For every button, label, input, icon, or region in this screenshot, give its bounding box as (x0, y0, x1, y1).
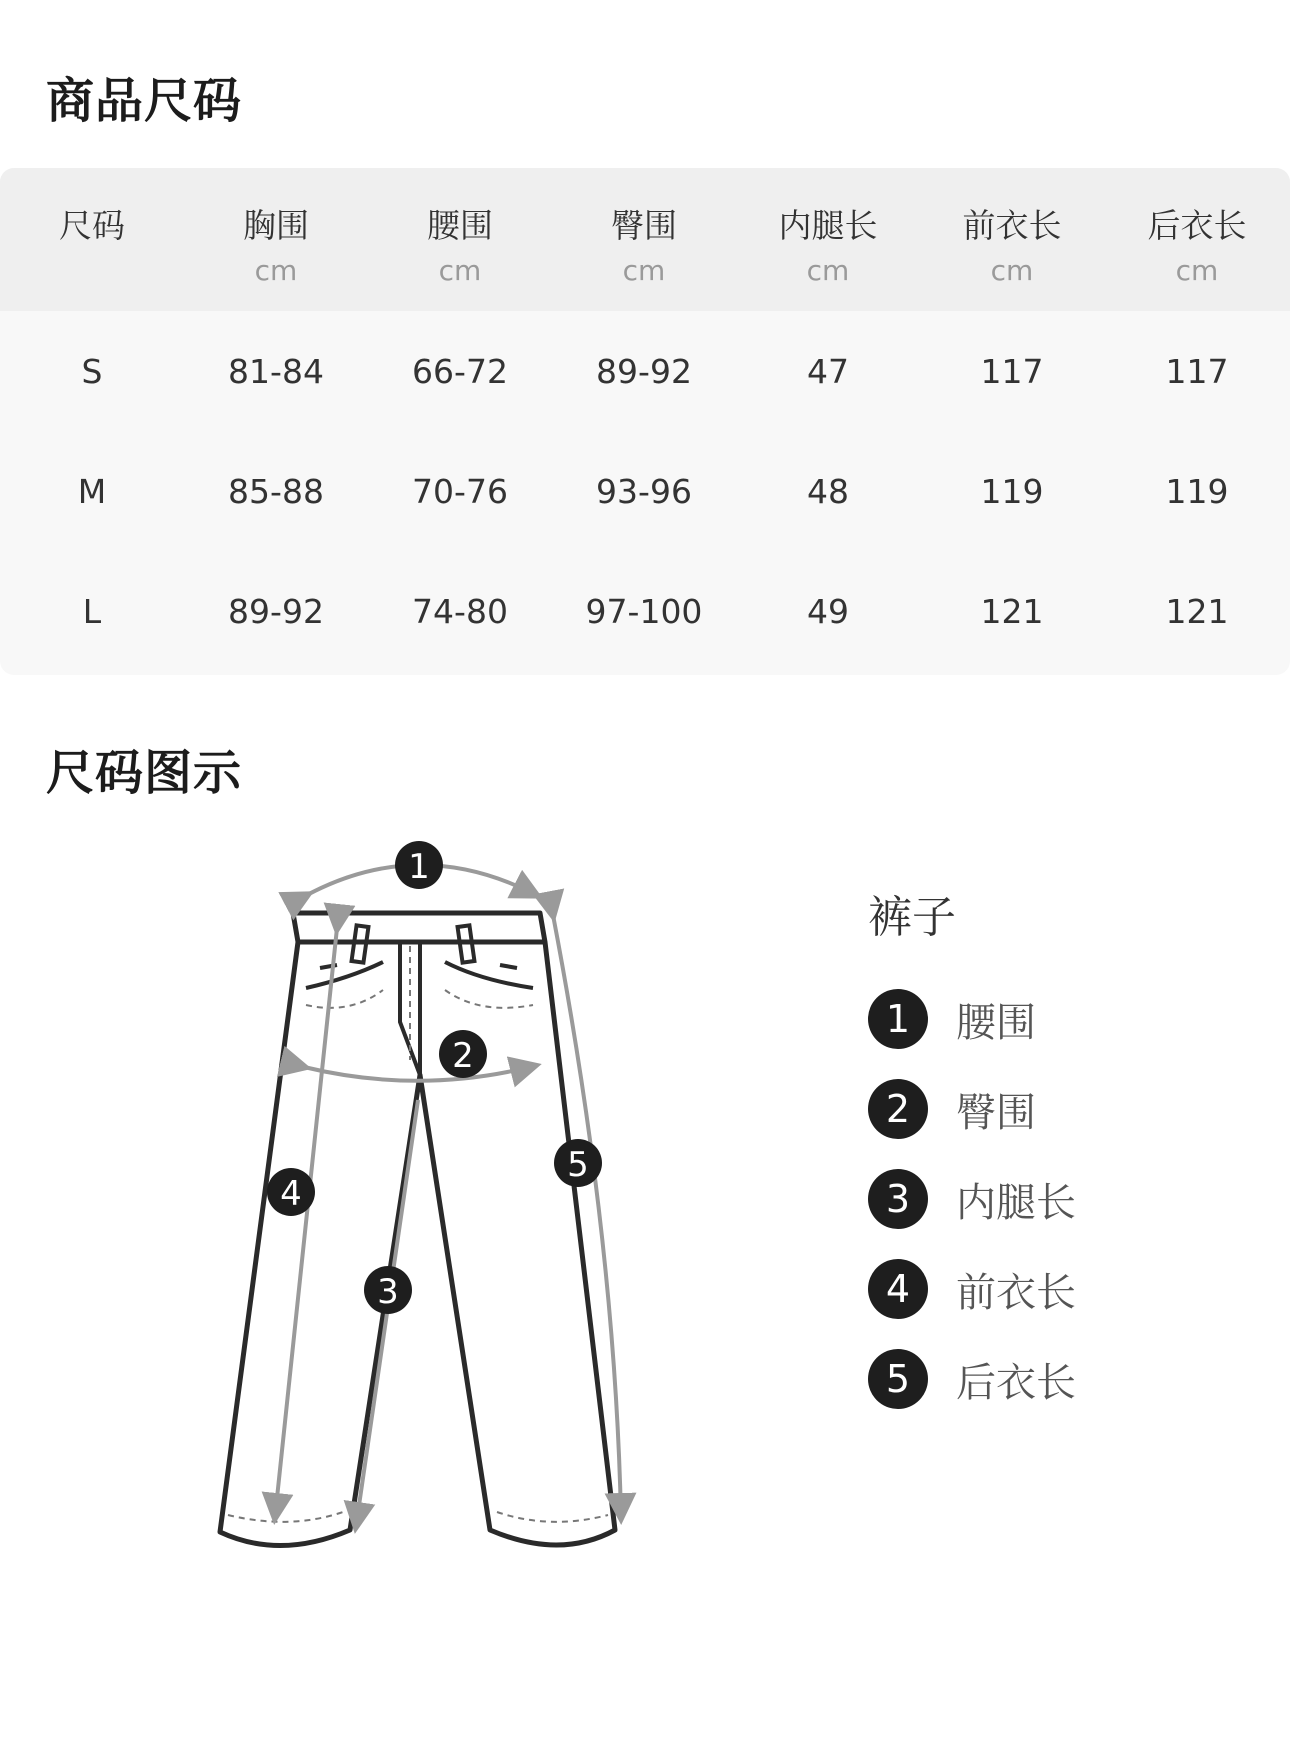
header-label: 后衣长 (1147, 206, 1247, 245)
svg-text:5: 5 (567, 1145, 589, 1185)
header-cell-chest (184, 168, 368, 311)
pants-outline (220, 913, 615, 1546)
table-cell: 93-96 (596, 471, 692, 511)
number-badge-icon: 5 (868, 1349, 928, 1409)
header-unit: cm (990, 254, 1034, 287)
header-label: 前衣长 (962, 206, 1062, 245)
pants-illustration (190, 820, 690, 1560)
diagram-marker-4 (267, 1168, 315, 1216)
table-cell: 119 (980, 471, 1044, 511)
header-cell-front-length (920, 168, 1104, 311)
table-cell: 49 (807, 591, 849, 631)
legend-item-front-length (868, 1244, 1076, 1334)
table-cell: 119 (1165, 471, 1229, 511)
table-cell: 81-84 (228, 351, 324, 391)
number-badge-icon: 1 (868, 989, 928, 1049)
svg-text:1: 1 (408, 847, 430, 887)
header-label: 腰围 (427, 206, 493, 245)
diagram-legend (868, 890, 1076, 1424)
table-row (0, 311, 1290, 431)
number-badge-icon: 3 (868, 1169, 928, 1229)
table-cell: S (81, 351, 103, 391)
diagram-marker-3 (364, 1266, 412, 1314)
pants-diagram (190, 820, 690, 1560)
number-badge-icon: 4 (868, 1259, 928, 1319)
table-cell: 89-92 (596, 351, 692, 391)
table-cell: 70-76 (412, 471, 508, 511)
diagram-marker-1 (395, 841, 443, 889)
header-cell-back-length (1104, 168, 1290, 311)
legend-item-waist (868, 974, 1076, 1064)
size-table (0, 168, 1290, 675)
legend-item-hip (868, 1064, 1076, 1154)
legend-label: 腰围 (956, 999, 1036, 1046)
garment-type-label: 裤子 (868, 892, 956, 943)
diagram-section-title: 尺码图示 (46, 745, 243, 801)
table-cell: 117 (1165, 351, 1229, 391)
diagram-marker-2 (439, 1030, 487, 1078)
table-cell: L (82, 591, 102, 631)
table-cell: 117 (980, 351, 1044, 391)
header-label: 臀围 (611, 206, 677, 245)
legend-item-inseam (868, 1154, 1076, 1244)
svg-text:4: 4 (280, 1174, 302, 1214)
table-cell: 121 (980, 591, 1044, 631)
table-cell: 97-100 (585, 591, 703, 631)
table-cell: 48 (807, 471, 849, 511)
legend-item-back-length (868, 1334, 1076, 1424)
legend-label: 臀围 (956, 1089, 1036, 1136)
number-badge-icon: 2 (868, 1079, 928, 1139)
header-label: 胸围 (243, 206, 309, 245)
table-cell: 89-92 (228, 591, 324, 631)
table-row (0, 431, 1290, 551)
table-row (0, 551, 1290, 671)
legend-label: 前衣长 (956, 1269, 1076, 1316)
diagram-marker-5 (554, 1139, 602, 1187)
header-cell-inseam (736, 168, 920, 311)
table-body (0, 311, 1290, 675)
legend-label: 后衣长 (956, 1359, 1076, 1406)
header-label: 尺码 (59, 206, 125, 245)
header-unit: cm (1175, 254, 1219, 287)
header-unit: cm (254, 254, 298, 287)
size-section-title: 商品尺码 (46, 73, 243, 129)
header-cell-size (0, 168, 184, 311)
table-header-row (0, 168, 1290, 311)
svg-text:3: 3 (377, 1272, 399, 1312)
table-cell: 66-72 (412, 351, 508, 391)
table-cell: 74-80 (412, 591, 508, 631)
table-cell: 121 (1165, 591, 1229, 631)
svg-text:2: 2 (452, 1036, 474, 1076)
header-cell-waist (368, 168, 552, 311)
table-cell: M (77, 471, 107, 511)
header-unit: cm (806, 254, 850, 287)
header-cell-hip (552, 168, 736, 311)
header-label: 内腿长 (778, 206, 878, 245)
header-unit: cm (622, 254, 666, 287)
legend-label: 内腿长 (956, 1179, 1076, 1226)
table-cell: 85-88 (228, 471, 324, 511)
table-cell: 47 (807, 351, 849, 391)
header-unit: cm (438, 254, 482, 287)
